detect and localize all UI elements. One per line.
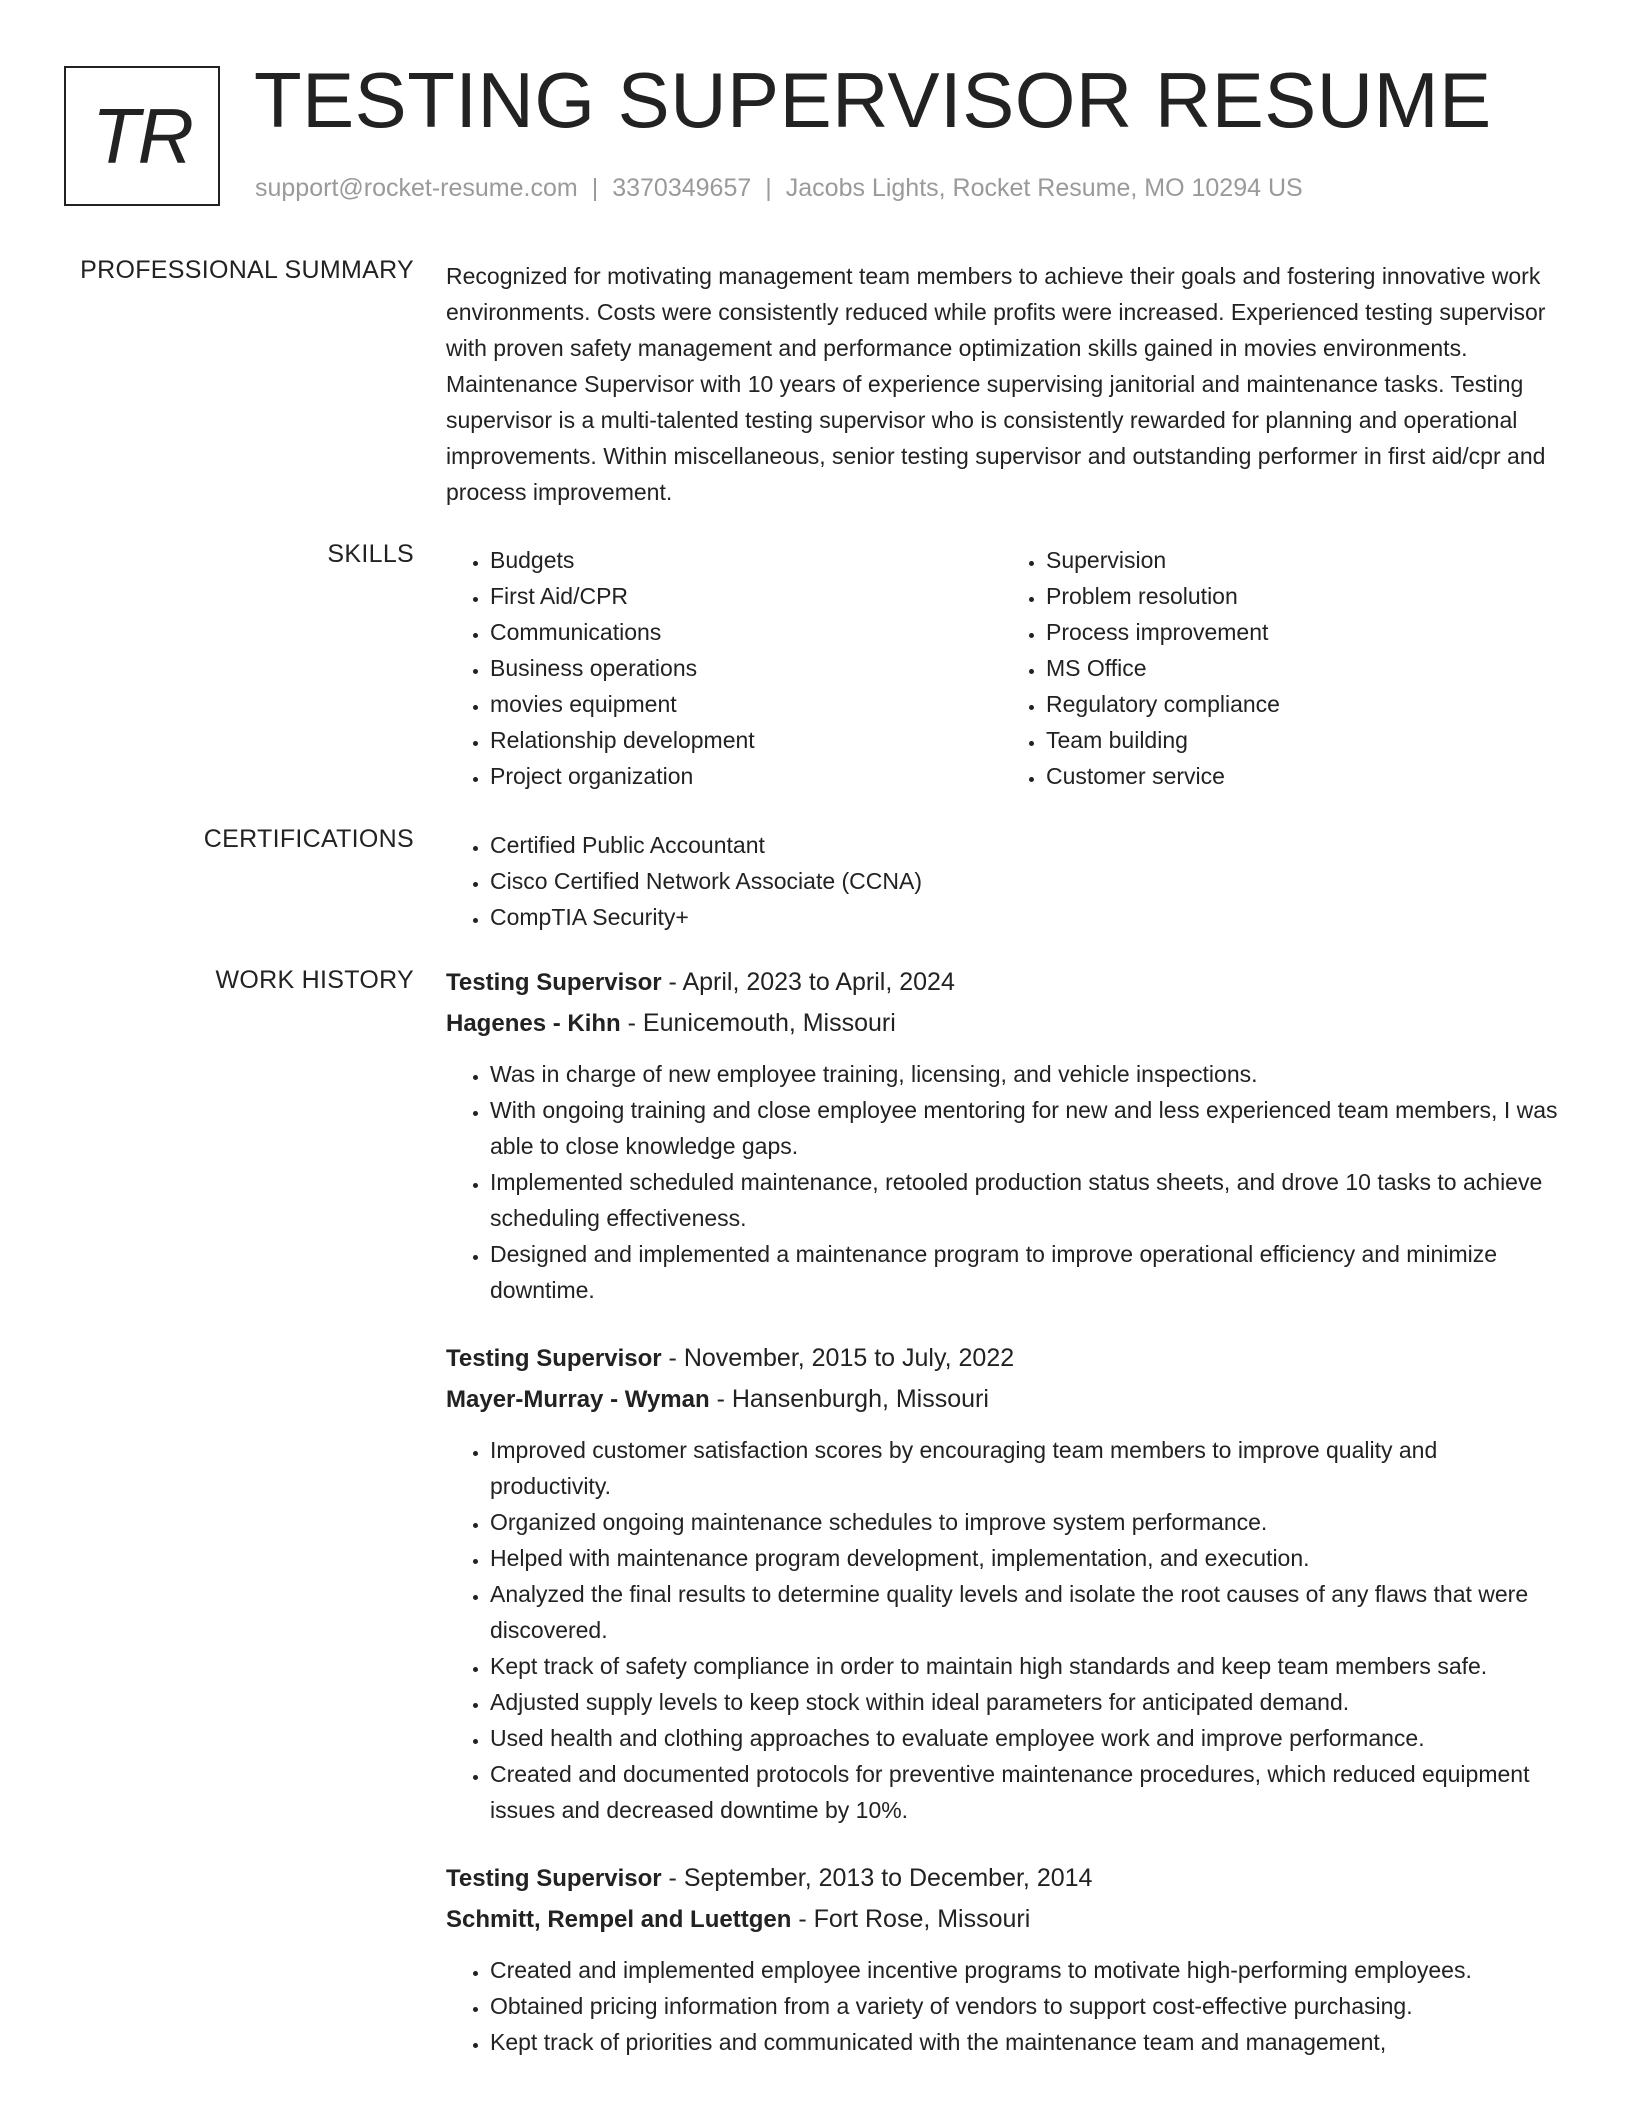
job-company: Mayer-Murray - Wyman — [446, 1386, 710, 1413]
skill-item: • Relationship development — [490, 722, 1002, 758]
job-company: Schmitt, Rempel and Luettgen — [446, 1906, 792, 1933]
page-title: TESTING SUPERVISOR RESUME — [254, 56, 1492, 144]
contact-email: support@rocket-resume.com — [255, 174, 578, 202]
skill-item: • Business operations — [490, 650, 1002, 686]
job-bullet: • Obtained pricing information from a variety of vendors to support cost-effective purchasing. — [490, 1988, 1558, 2024]
job-dates: - April, 2023 to April, 2024 — [661, 968, 955, 996]
certification-item: • CompTIA Security+ — [490, 899, 1558, 935]
job-bullets — [446, 1056, 1558, 1308]
skill-item: • MS Office — [1046, 650, 1558, 686]
contact-separator: | — [591, 174, 599, 202]
contact-line — [255, 174, 1303, 203]
certification-item: • Cisco Certified Network Associate (CCNA) — [490, 863, 1558, 899]
summary-text: Recognized for motivating management team members to achieve their goals and fostering innovative work environments. Costs were consistently reduced while profits were increased. Experienced testing supervisor with proven safety management and performance optimization skills gained in movies environments. Maintenance Supervisor with 10 years of experience supervising janitorial and maintenance tasks. Testing supervisor is a multi-talented testing supervisor who is consistently rewarded for planning and operational improvements. Within miscellaneous, senior testing supervisor and outstanding performer in first aid/cpr and process improvement. — [446, 263, 1546, 505]
skill-item: • Customer service — [1046, 758, 1558, 794]
job-company-line — [446, 1379, 1558, 1420]
job-bullet: • Implemented scheduled maintenance, retooled production status sheets, and drove 10 tasks to achieve scheduling effectiveness. — [490, 1164, 1558, 1236]
skill-item: • Budgets — [490, 542, 1002, 578]
job-location: - Eunicemouth, Missouri — [620, 1009, 896, 1037]
skills-list-left — [446, 542, 1002, 794]
section-heading-work-history: WORK HISTORY — [215, 966, 414, 994]
job-bullet: • Improved customer satisfaction scores by encouraging team members to improve quality and productivity. — [490, 1432, 1558, 1504]
job-bullet: • With ongoing training and close employee mentoring for new and less experienced team members, I was able to close knowledge gaps. — [490, 1092, 1558, 1164]
job-bullet: • Helped with maintenance program development, implementation, and execution. — [490, 1540, 1558, 1576]
skill-item: • Supervision — [1046, 542, 1558, 578]
job-title-line — [446, 962, 1558, 1003]
certification-item: • Certified Public Accountant — [490, 827, 1558, 863]
job-bullet: • Organized ongoing maintenance schedules to improve system performance. — [490, 1504, 1558, 1540]
job-bullet: • Created and documented protocols for preventive maintenance procedures, which reduced equipment issues and decreased downtime by 10%. — [490, 1756, 1558, 1828]
job-bullet: • Created and implemented employee incentive programs to motivate high-performing employees. — [490, 1952, 1558, 1988]
job-title-line — [446, 1858, 1558, 1899]
job-location: - Fort Rose, Missouri — [791, 1905, 1031, 1933]
skill-item: • Problem resolution — [1046, 578, 1558, 614]
job-title: Testing Supervisor — [446, 1865, 662, 1892]
job-title-line — [446, 1338, 1558, 1379]
job-entry — [446, 1338, 1558, 1828]
skills-list-right — [1002, 542, 1558, 794]
job-entry — [446, 962, 1558, 1308]
job-title: Testing Supervisor — [446, 1345, 662, 1372]
job-bullet: • Kept track of safety compliance in order to maintain high standards and keep team members safe. — [490, 1648, 1558, 1684]
section-heading-certifications: CERTIFICATIONS — [203, 825, 414, 853]
job-company: Hagenes - Kihn — [446, 1010, 621, 1037]
job-bullet: • Kept track of priorities and communicated with the maintenance team and management, — [490, 2024, 1558, 2060]
certifications-list — [446, 827, 1558, 935]
contact-address: Jacobs Lights, Rocket Resume, MO 10294 US — [785, 174, 1303, 202]
skill-item: • Project organization — [490, 758, 1002, 794]
skill-item: • Team building — [1046, 722, 1558, 758]
job-bullet: • Designed and implemented a maintenance program to improve operational efficiency and minimize downtime. — [490, 1236, 1558, 1308]
job-bullet: • Adjusted supply levels to keep stock within ideal parameters for anticipated demand. — [490, 1684, 1558, 1720]
job-dates: - November, 2015 to July, 2022 — [661, 1344, 1015, 1372]
job-bullet: • Was in charge of new employee training, licensing, and vehicle inspections. — [490, 1056, 1558, 1092]
monogram-logo: TR — [64, 66, 220, 206]
section-heading-summary: PROFESSIONAL SUMMARY — [80, 256, 414, 284]
job-bullets — [446, 1432, 1558, 1828]
job-dates: - September, 2013 to December, 2014 — [661, 1864, 1093, 1892]
section-heading-skills: SKILLS — [327, 540, 414, 568]
skill-item: • First Aid/CPR — [490, 578, 1002, 614]
job-bullet: • Used health and clothing approaches to evaluate employee work and improve performance. — [490, 1720, 1558, 1756]
skill-item: • movies equipment — [490, 686, 1002, 722]
skill-item: • Communications — [490, 614, 1002, 650]
job-title: Testing Supervisor — [446, 969, 662, 996]
job-location: - Hansenburgh, Missouri — [709, 1385, 989, 1413]
contact-phone: 3370349657 — [612, 174, 752, 202]
skill-item: • Process improvement — [1046, 614, 1558, 650]
job-bullet: • Analyzed the final results to determine quality levels and isolate the root causes of any flaws that were discovered. — [490, 1576, 1558, 1648]
job-bullets — [446, 1952, 1558, 2060]
job-entry — [446, 1858, 1558, 2060]
job-company-line — [446, 1003, 1558, 1044]
job-company-line — [446, 1899, 1558, 1940]
contact-separator: | — [765, 174, 772, 202]
skill-item: • Regulatory compliance — [1046, 686, 1558, 722]
